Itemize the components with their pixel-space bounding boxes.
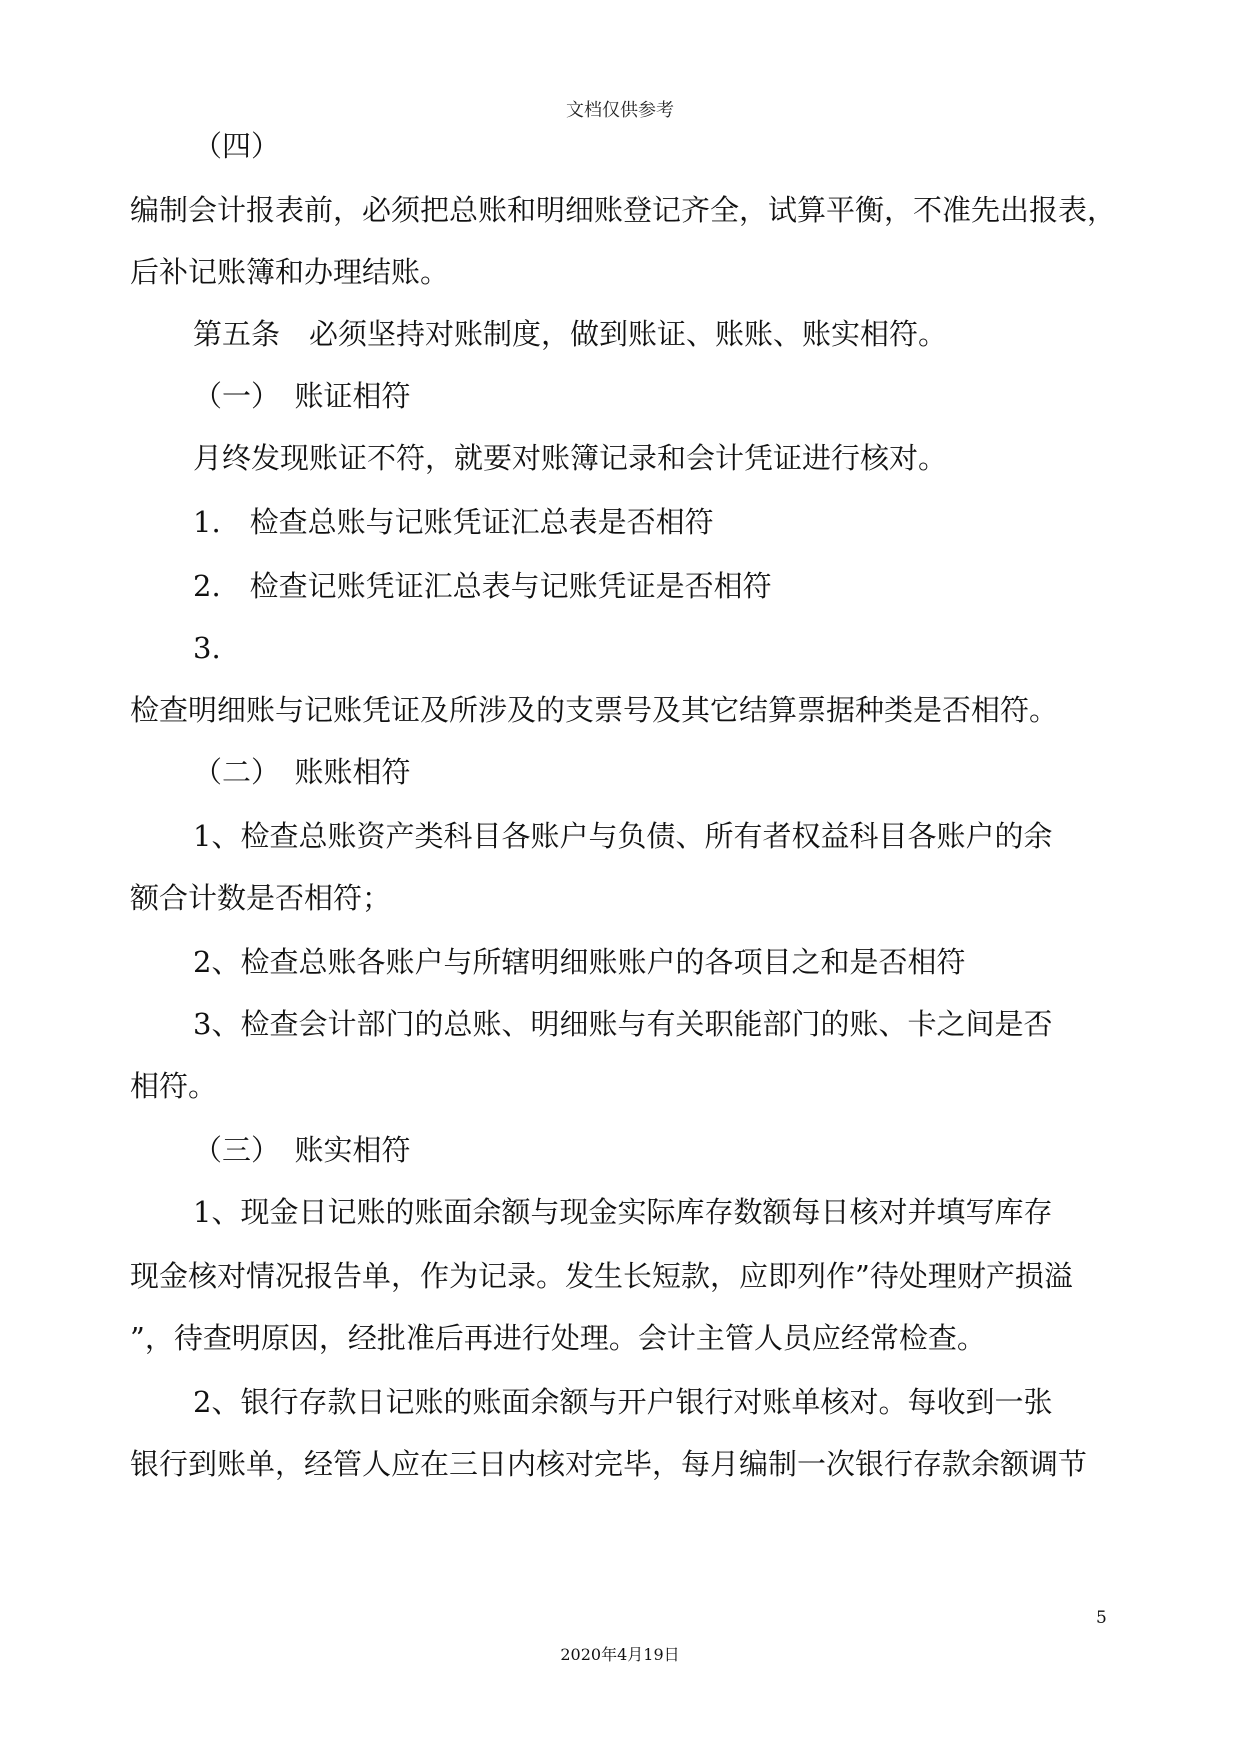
list-item: 1. 检查总账与记账凭证汇总表是否相符 [193,505,714,539]
page-number: 5 [1096,1608,1107,1628]
paragraph-line: 额合计数是否相符； [130,881,392,915]
section-heading-1: （一） 账证相符 [193,379,411,413]
page-header: 文档仅供参考 [566,100,674,121]
paragraph-line: 2、检查总账各账户与所辖明细账账户的各项目之和是否相符 [193,945,966,979]
section-heading-3: （三） 账实相符 [193,1133,411,1167]
list-item: 检查明细账与记账凭证及所涉及的支票号及其它结算票据种类是否相符。 [130,693,1059,727]
paragraph-line: 月终发现账证不符，就要对账簿记录和会计凭证进行核对。 [193,441,948,475]
paragraph-line: 1、现金日记账的账面余额与现金实际库存数额每日核对并填写库存 [193,1195,1053,1229]
paragraph-line: 银行到账单，经管人应在三日内核对完毕，每月编制一次银行存款余额调节 [130,1447,1088,1481]
paragraph-line: 2、银行存款日记账的账面余额与开户银行对账单核对。每收到一张 [193,1385,1053,1419]
page-footer-date: 2020年4月19日 [560,1645,680,1664]
paragraph-line: 编制会计报表前，必须把总账和明细账登记齐全，试算平衡，不准先出报表， [130,193,1117,227]
paragraph-line: ”，待查明原因，经批准后再进行处理。会计主管人员应经常检查。 [130,1321,986,1355]
section-heading-4: （四） [193,129,281,163]
list-item-number: 3. [193,631,221,665]
paragraph-line: 相符。 [130,1069,218,1103]
section-heading-2: （二） 账账相符 [193,755,411,789]
paragraph-line: 现金核对情况报告单，作为记录。发生长短款，应即列作”待处理财产损溢 [130,1259,1073,1293]
paragraph-line: 1、检查总账资产类科目各账户与负债、所有者权益科目各账户的余 [193,819,1053,853]
article-heading: 第五条 必须坚持对账制度，做到账证、账账、账实相符。 [193,317,948,351]
list-item: 2. 检查记账凭证汇总表与记账凭证是否相符 [193,569,772,603]
paragraph-line: 3、检查会计部门的总账、明细账与有关职能部门的账、卡之间是否 [193,1007,1053,1041]
paragraph-line: 后补记账簿和办理结账。 [130,255,450,289]
